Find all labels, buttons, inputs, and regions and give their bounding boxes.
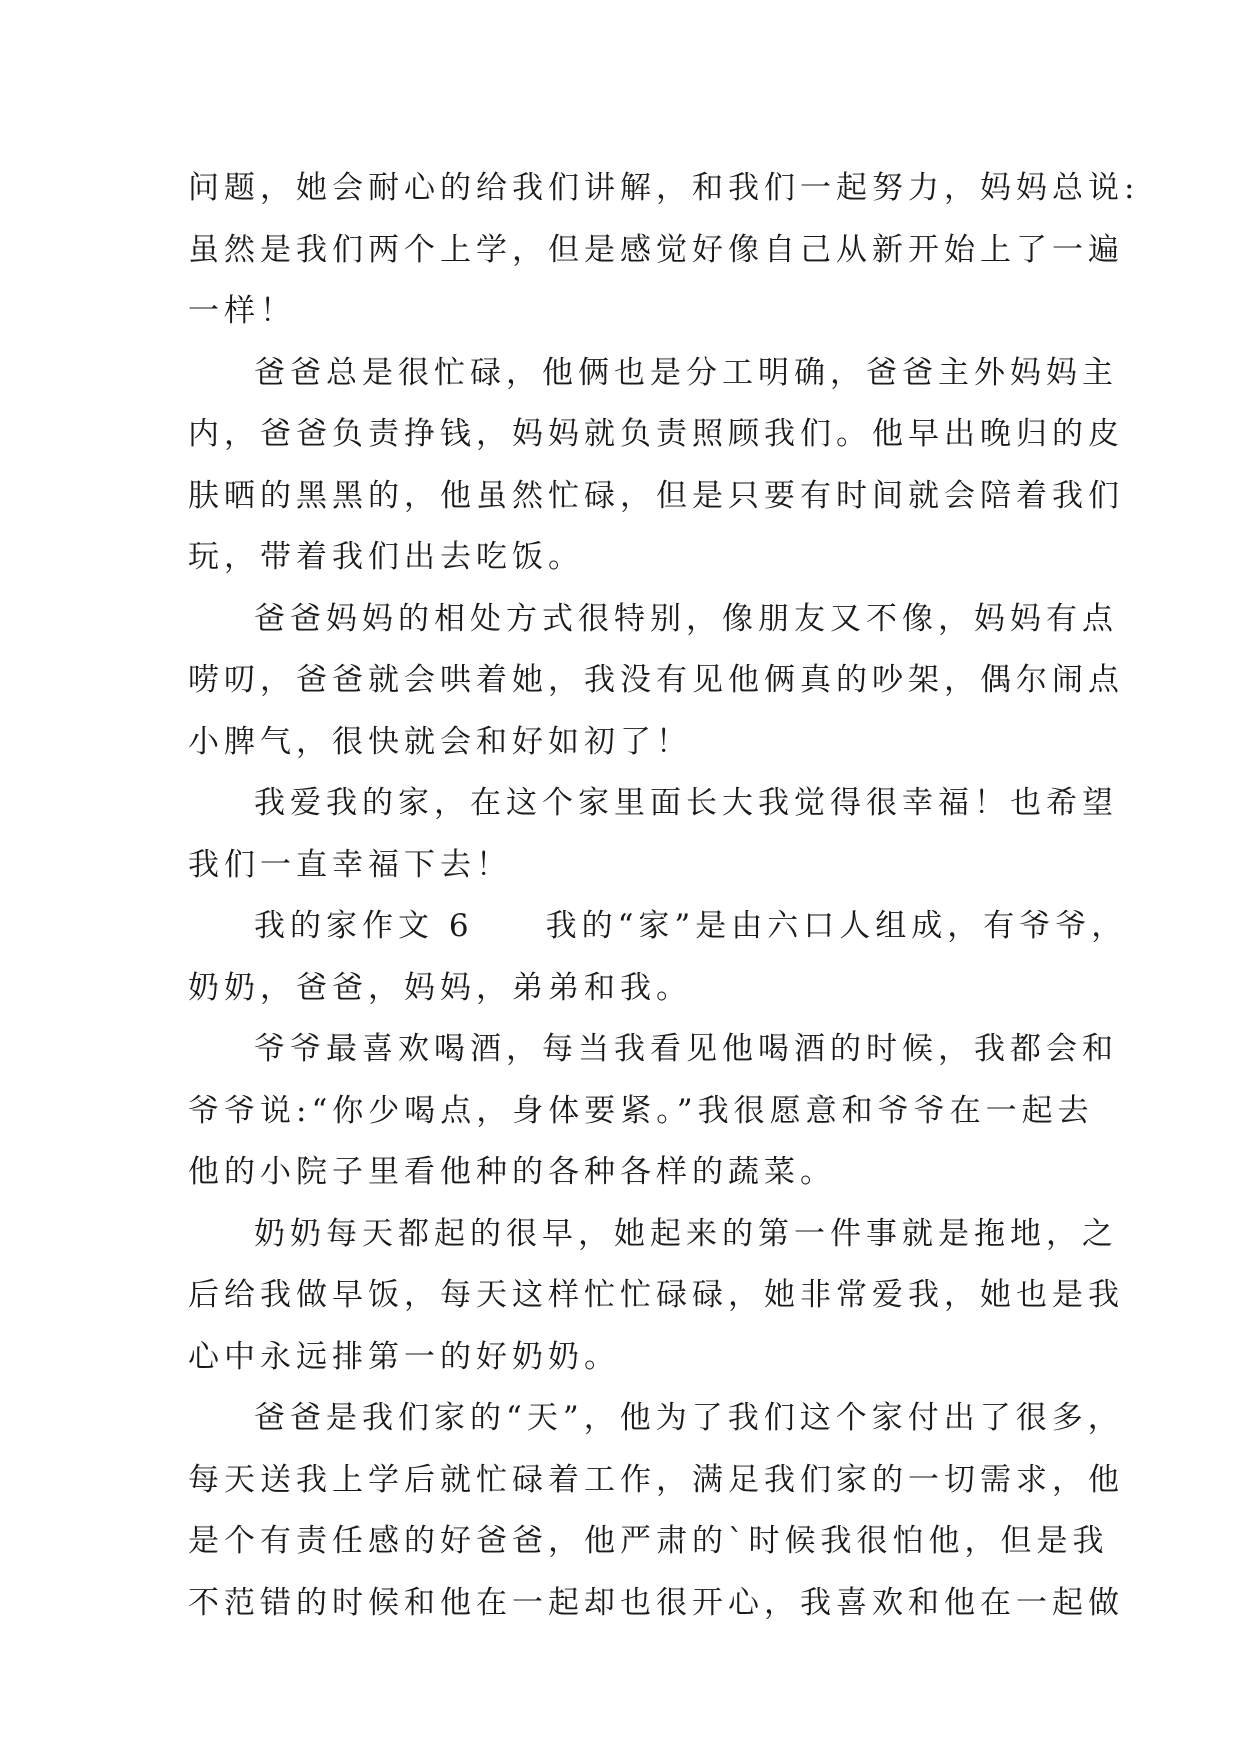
text-line: 小脾气，很快就会和好如初了！: [188, 723, 692, 760]
paragraph-first-line: 爸爸总是很忙碌，他俩也是分工明确，爸爸主外妈妈主: [254, 354, 1118, 391]
text-line: 爷爷说:“你少喝点，身体要紧。”我很愿意和爷爷在一起去: [188, 1092, 1094, 1129]
text-line: 内，爸爸负责挣钱，妈妈就负责照顾我们。他早出晚归的皮: [188, 416, 1124, 452]
paragraph-first-line: 奶奶每天都起的很早，她起来的第一件事就是拖地，之: [254, 1215, 1118, 1252]
text-line: 是个有责任感的好爸爸，他严肃的`时候我很怕他，但是我: [188, 1523, 1109, 1559]
text-line: 我们一直幸福下去！: [188, 846, 512, 883]
text-line: 心中永远排第一的好奶奶。: [188, 1338, 620, 1375]
paragraph-first-line: 爷爷最喜欢喝酒，每当我看见他喝酒的时候，我都会和: [254, 1031, 1118, 1067]
text-line: 唠叨，爸爸就会哄着她，我没有见他俩真的吵架，偶尔闹点: [188, 662, 1124, 698]
text-line: 每天送我上学后就忙碌着工作，满足我们家的一切需求，他: [188, 1461, 1124, 1498]
paragraph-first-line: 爸爸是我们家的“天”，他为了我们这个家付出了很多，: [254, 1400, 1124, 1436]
paragraph-first-line: 我爱我的家，在这个家里面长大我觉得很幸福！也希望: [254, 785, 1118, 821]
section-heading-line: 我的家作文 6 我的“家”是由六口人组成，有爷爷，: [254, 908, 1128, 944]
text-line: 虽然是我们两个上学，但是感觉好像自己从新开始上了一遍: [188, 231, 1124, 268]
text-line: 玩，带着我们出去吃饭。: [188, 539, 584, 575]
paragraph-first-line: 爸爸妈妈的相处方式很特别，像朋友又不像，妈妈有点: [254, 600, 1118, 637]
text-line: 奶奶，爸爸，妈妈，弟弟和我。: [188, 969, 692, 1006]
text-line: 后给我做早饭，每天这样忙忙碌碌，她非常爱我，她也是我: [188, 1277, 1124, 1313]
article-body: [188, 166, 1140, 1642]
text-line: 不范错的时候和他在一起却也很开心，我喜欢和他在一起做: [188, 1584, 1124, 1621]
text-line: 一样！: [188, 293, 296, 329]
text-line: 肤晒的黑黑的，他虽然忙碌，但是只要有时间就会陪着我们: [188, 477, 1124, 514]
text-line: 他的小院子里看他种的各种各样的蔬菜。: [188, 1154, 836, 1190]
text-line: 问题，她会耐心的给我们讲解，和我们一起努力，妈妈总说:: [188, 170, 1140, 206]
